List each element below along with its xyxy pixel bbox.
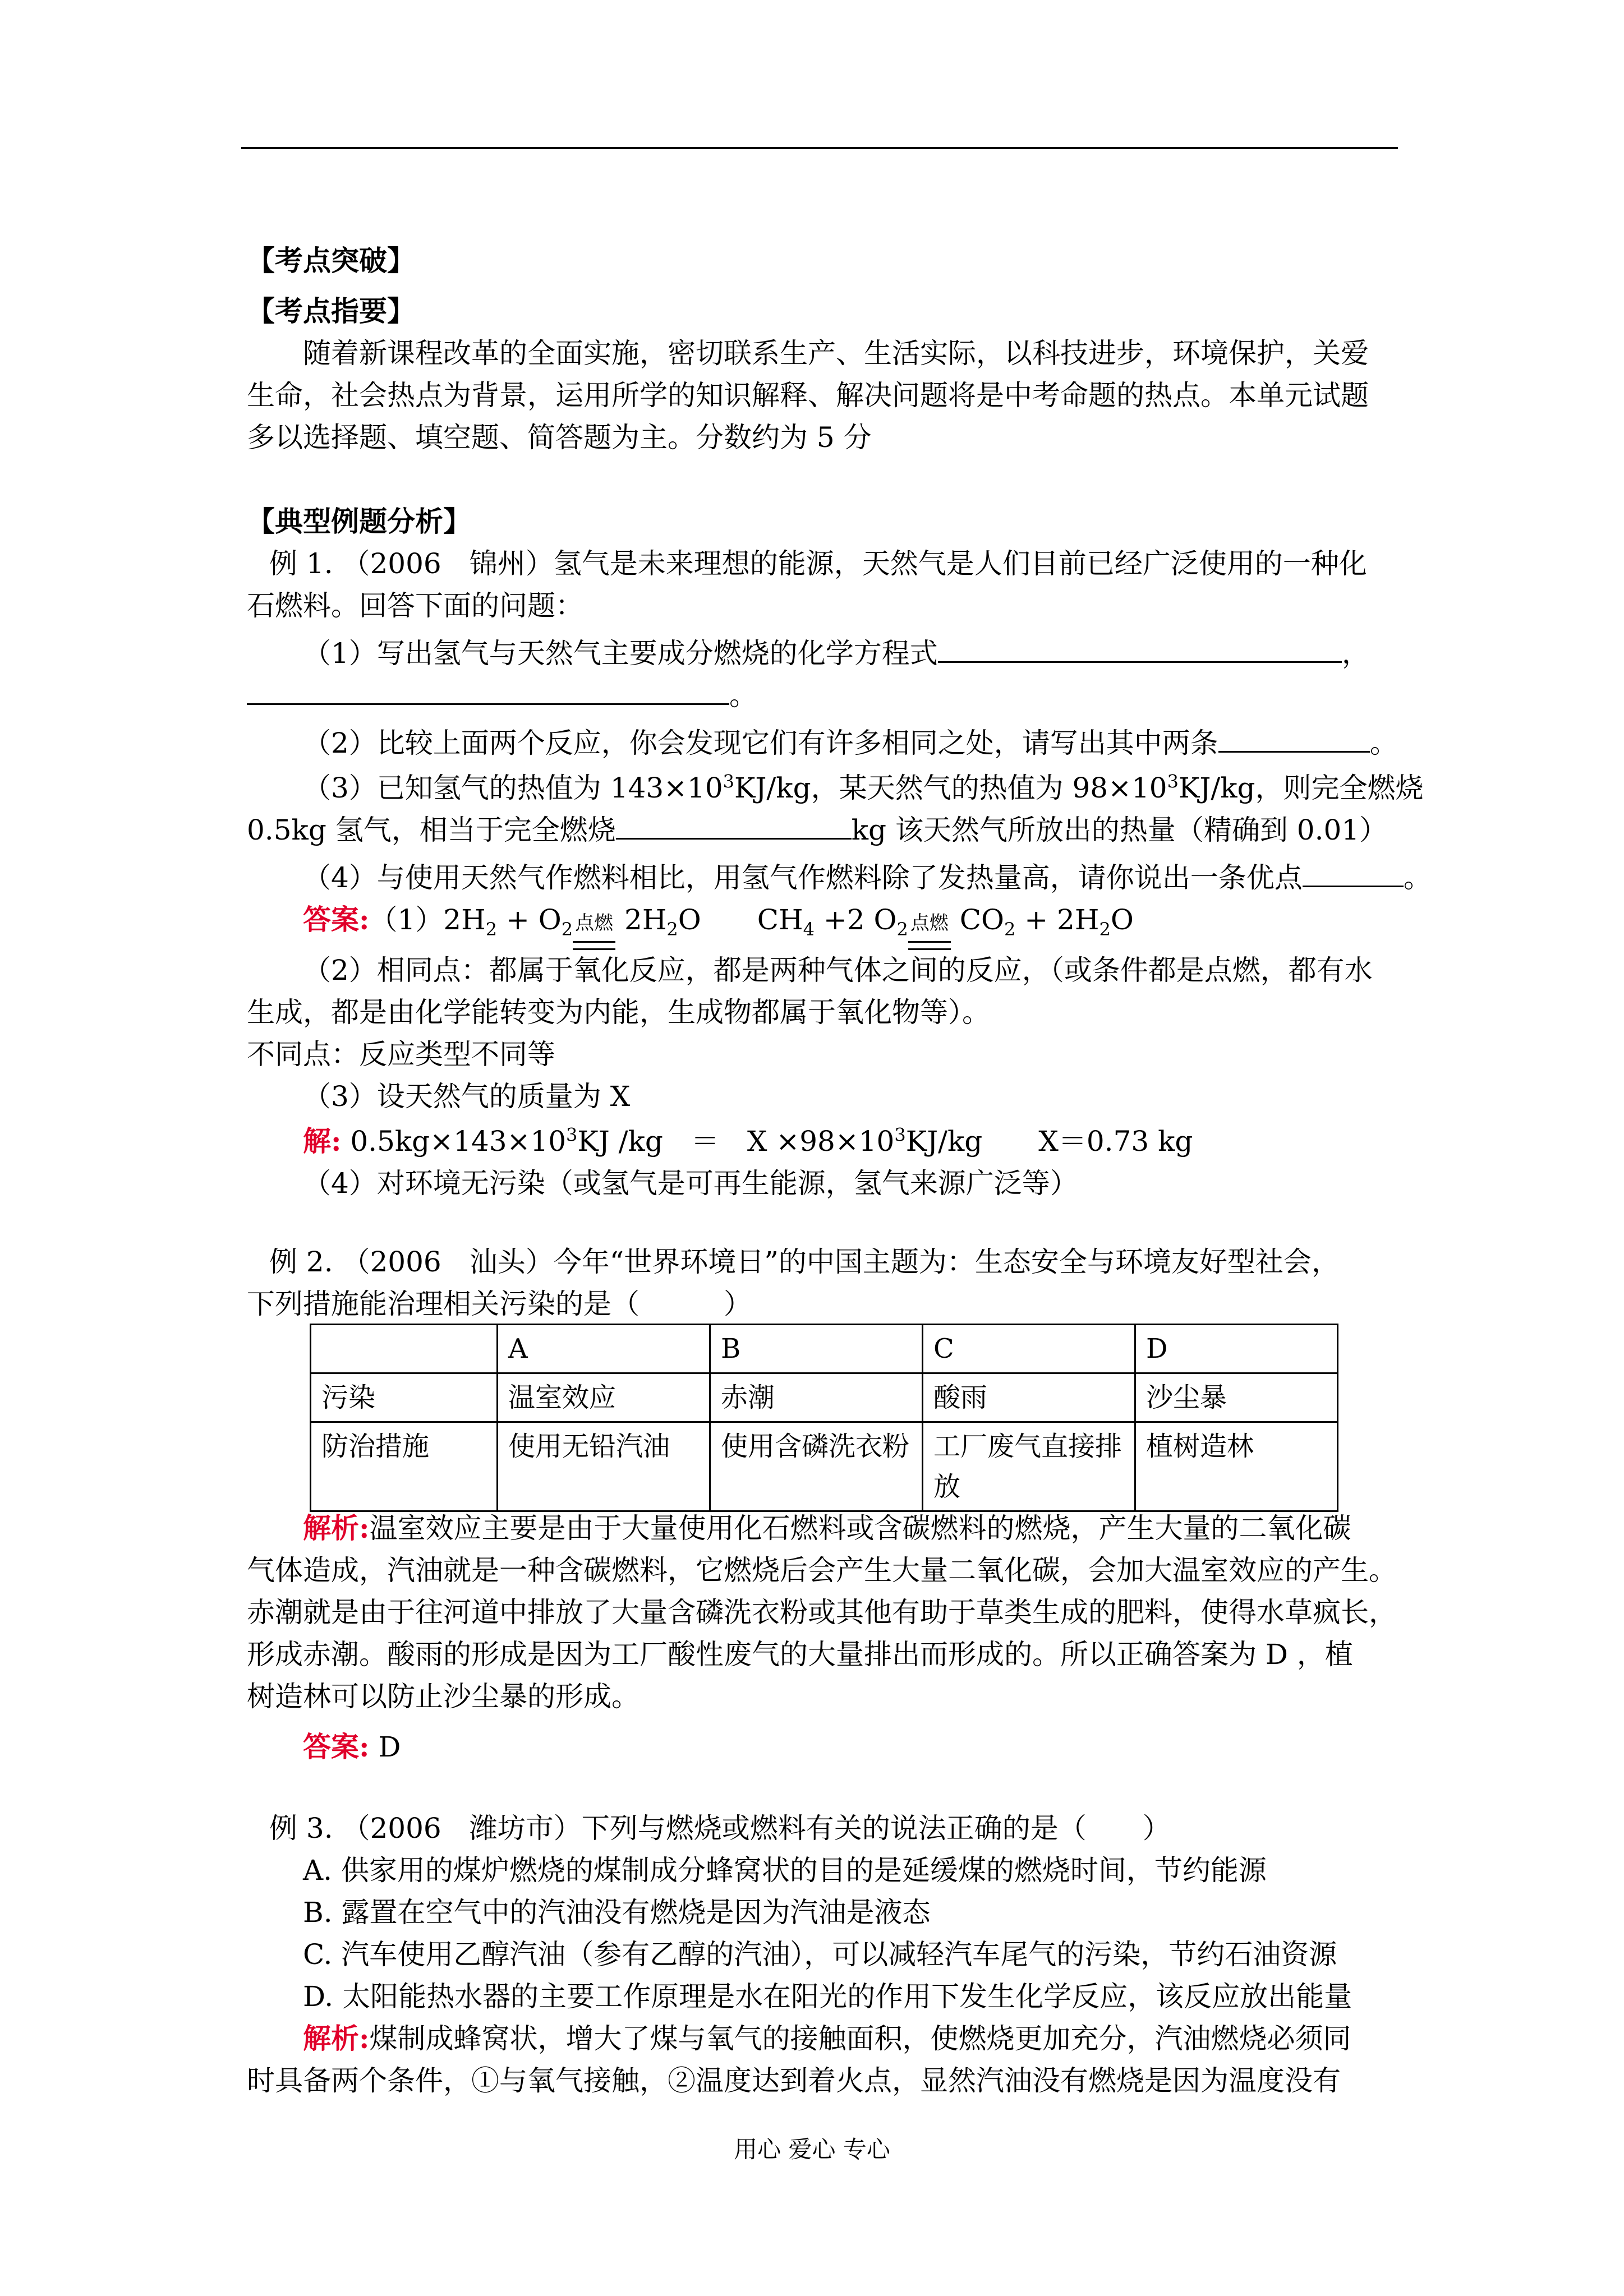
table-cell: C (923, 1325, 1135, 1373)
table-cell: 温室效应 (498, 1373, 710, 1422)
reaction-condition-2: 点燃 (908, 901, 951, 946)
ex3-option-c: C. 汽车使用乙醇汽油（参有乙醇的汽油），可以减轻汽车尾气的污染，节约石油资源 (303, 1938, 1337, 1971)
ex1-solution: 解: $0.5kg\times 143\times 10^3KJ$ /kg ＝ $X \times 98\times 10^3KJ/kg$ X＝0.73 kg (303, 1124, 1193, 1158)
analysis-label: 解析: (303, 1511, 370, 1545)
ex3-option-b: B. 露置在空气中的汽油没有燃烧是因为汽油是液态 (303, 1896, 931, 1929)
analysis-label: 解析: (303, 2022, 370, 2055)
ex2-analysis-4: 形成赤潮。酸雨的形成是因为工厂酸性废气的大量排出而形成的。所以正确答案为 D ，植 (247, 1638, 1353, 1671)
ex1-q3-line1: （3）已知氢气的热值为 $143\times 10^3KJ/kg$，某天然气的热值为 $98\times 10^3KJ/kg$，则完全燃烧 (303, 771, 1424, 804)
ex3-analysis-1: 解析:煤制成蜂窝状，增大了煤与氧气的接触面积，使燃烧更加充分，汽油燃烧必须同 (303, 2022, 1351, 2055)
ex1-q2: （2）比较上面两个反应，你会发现它们有许多相同之处，请写出其中两条 。 (303, 721, 1398, 766)
table-cell: 酸雨 (923, 1373, 1135, 1422)
answer-label: 答案: (303, 903, 370, 936)
ex1-q1: （1）写出氢气与天然气主要成分燃烧的化学方程式 ， (303, 631, 1370, 676)
ex1-answer-2a: （2）相同点：都属于氧化反应，都是两种气体之间的反应，（或条件都是点燃，都有水 (303, 954, 1373, 986)
ex3-option-a: A. 供家用的煤炉燃烧的煤制成分蜂窝状的目的是延缓煤的燃烧时间，节约能源 (303, 1854, 1267, 1887)
ex1-q3-line2: 0.5kg 氢气，相当于完全燃烧 kg 该天然气所放出的热量（精确到 0.01） (247, 808, 1387, 852)
ex1-answer-2b: 生成，都是由化学能转变为内能，生成物都属于氧化物等）。 (247, 996, 990, 1029)
ex2-analysis-3: 赤潮就是由于往河道中排放了大量含磷洗衣粉或其他有助于草类生成的肥料，使得水草疯长， (247, 1596, 1397, 1629)
ex2-stem-1: 例 2. （2006 汕头）今年“世界环境日”的中国主题为：生态安全与环境友好型社会， (269, 1246, 1340, 1278)
section-subtitle: 【考点指要】 (247, 294, 415, 328)
ex1-answer-4: （4）对环境无污染（或氢气是可再生能源，氢气来源广泛等） (303, 1167, 1078, 1200)
ex2-analysis-1: 解析:温室效应主要是由于大量使用化石燃料或含碳燃料的燃烧，产生大量的二氧化碳 (303, 1511, 1351, 1545)
answer-label: 答案: (303, 1730, 370, 1763)
ex1-answer-3: （3）设天然气的质量为 X (303, 1080, 631, 1113)
pollution-table (310, 1324, 1338, 1512)
ex1-stem-2: 石燃料。回答下面的问题： (247, 589, 583, 622)
table-cell: A (498, 1325, 710, 1373)
ex1-answer-2c: 不同点：反应类型不同等 (247, 1038, 555, 1071)
table-cell: 使用无铅汽油 (498, 1422, 710, 1511)
table-row (311, 1422, 1338, 1511)
table-cell: 植树造林 (1135, 1422, 1338, 1511)
page-footer: 用心 爱心 专心 (734, 2136, 890, 2163)
ex2-answer: 答案: D (303, 1730, 401, 1763)
intro-line-1: 随着新课程改革的全面实施，密切联系生产、生活实际，以科技进步，环境保护，关爱 (303, 337, 1369, 370)
table-cell: D (1135, 1325, 1338, 1373)
table-row (311, 1325, 1338, 1373)
table-cell: 沙尘暴 (1135, 1373, 1338, 1422)
ex3-option-d: D. 太阳能热水器的主要工作原理是水在阳光的作用下发生化学反应，该反应放出能量 (303, 1980, 1352, 2013)
solve-label: 解: (303, 1124, 342, 1158)
ex1-q4-blank (1303, 859, 1404, 887)
ex1-stem-1: 例 1. （2006 锦州）氢气是未来理想的能源，天然气是人们目前已经广泛使用的一种化 (269, 547, 1367, 580)
reaction-condition: 点燃 (573, 901, 615, 946)
table-cell: 工厂废气直接排放 (923, 1422, 1135, 1511)
table-cell: 防治措施 (311, 1422, 498, 1511)
table-row (311, 1373, 1338, 1422)
ex1-q1-blank-2 (247, 676, 729, 705)
examples-heading: 【典型例题分析】 (247, 505, 471, 538)
table-cell: 赤潮 (710, 1373, 923, 1422)
ex1-q2-blank (1218, 724, 1370, 753)
ex3-stem: 例 3. （2006 潍坊市）下列与燃烧或燃料有关的说法正确的是（ ） (269, 1812, 1171, 1845)
intro-line-3: 多以选择题、填空题、简答题为主。分数约为 5 分 (247, 421, 872, 454)
table-cell: 污染 (311, 1373, 498, 1422)
ex1-q4: （4）与使用天然气作燃料相比，用氢气作燃料除了发热量高，请你说出一条优点 。 (303, 855, 1432, 900)
ex1-q1-line2: 。 (247, 673, 757, 718)
table-cell (311, 1325, 498, 1373)
ex2-analysis-5: 树造林可以防止沙尘暴的形成。 (247, 1680, 640, 1713)
ex2-stem-2: 下列措施能治理相关污染的是（ ） (247, 1288, 752, 1320)
ex1-q1-blank (938, 634, 1342, 663)
table-cell: 使用含磷洗衣粉 (710, 1422, 923, 1511)
ex2-analysis-2: 气体造成，汽油就是一种含碳燃料，它燃烧后会产生大量二氧化碳，会加大温室效应的产生。 (247, 1554, 1397, 1587)
table-cell: B (710, 1325, 923, 1373)
header-rule (241, 147, 1398, 149)
section-title: 【考点突破】 (247, 244, 415, 277)
ex3-analysis-2: 时具备两个条件，①与氧气接触，②温度达到着火点，显然汽油没有燃烧是因为温度没有 (247, 2064, 1341, 2097)
ex1-answer-1: 答案$:(1)2H_2 + O_2$ 点燃 $2H_2O$ $CH_4 +2$ $O_2$ 点燃 $CO_2 + 2H_2O$ (303, 897, 1134, 946)
intro-line-2: 生命，社会热点为背景，运用所学的知识解释、解决问题将是中考命题的热点。本单元试题 (247, 379, 1369, 412)
ex1-q3-blank (616, 811, 852, 840)
